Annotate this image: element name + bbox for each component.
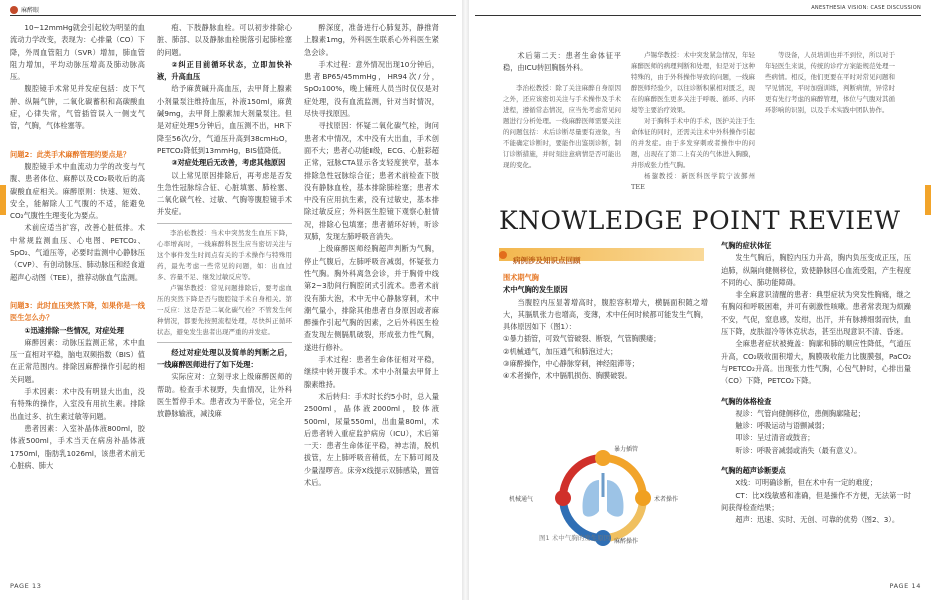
page-number: PAGE 13: [10, 582, 42, 590]
figure-caption: 图1 术中气胸的发生原因: [539, 534, 611, 542]
right-page: [469, 0, 931, 600]
paragraph: 10~12mmHg就会引起较为明显的血流动力学改变，表现为：心排量（CO）下降，外周血管阻力（SVR）增加，肺血管阻力增加，平均动脉压增高及肺动脉高压。: [10, 23, 145, 82]
question-heading: 问题2：此类手术麻醉管理的要点是？: [10, 149, 131, 159]
page-number: PAGE 14: [889, 582, 921, 590]
paragraph: 全麻患者症状被掩盖：胸廓和肺的顺应性降低，气道压升高，CO₂吸收面积增大，胸膜吸收能力比腹膜强，PaCO₂与PETCO₂升高。出现张力性气胸，心包气肿时，心排出量（CO）下降，PETCO₂下降。: [721, 339, 911, 386]
label-right: 术者操作: [654, 496, 679, 503]
expert-comment-box: [157, 223, 292, 343]
paragraph: 术前应适当扩容，改善心脏低排。术中常规监测血压、心电图、PETCO₂、SpO₂、气道压等，必要时监测中心静脉压（CVP）、有创动脉压、肺动脉压和经食道超声心动图（TEE），推荐动脉血气监测。: [10, 223, 145, 282]
lungs-icon: [583, 473, 624, 517]
subheading: ③对症处理后无改善，考虑其他原因: [171, 158, 286, 168]
brand-header: [10, 5, 39, 14]
right-column-2: [631, 50, 755, 200]
expert-comment: 李治松教授：当术中突然发生血压下降，心率增高时，一线麻醉科医生应当密切关注与这个事件发生时间点有关的手术操作与特殊用药，最先考虑一些常见的问题，如：出血过多、容量不足、继发过敏反应等。: [157, 228, 292, 281]
section-header: ANESTHESIA VISION: CASE DISCUSSION: [811, 5, 921, 11]
subheading: ②纠正目前循环状态，立即加快补液，升高血压: [157, 59, 292, 82]
left-page: [0, 0, 462, 600]
paragraph: 术后第二天：患者生命体征平稳，由ICU转回胸肠外科。: [503, 51, 621, 73]
paragraph: 手术过程：意外情况出现10分钟后，患者BP65/45mmHg，HR94次/分，SpO₂100%，晚上辅班人员当时仅仅是对症处理，没有血流监测，针对当时情况，尽快寻找原因。: [304, 59, 439, 119]
list-item: 叩诊：呈过清音或鼓音；: [735, 433, 815, 443]
paragraph: 手术过程：患者生命体征相对平稳，继续中转开腹手术。术中小剂量去甲肾上腺素维持。: [304, 355, 439, 389]
list-item: ④术者操作，术中膈肌损伤、胸膜破裂。: [503, 371, 632, 381]
right-column-3: [765, 50, 895, 200]
expert-comment: 卢锡华教授：术中突发紧急情况，年轻麻醉医师的病理判断和处理，但是对于这种特殊的，由于外科操作导致的问题，一线麻醉医师经验少，以往诊断积累相对匮乏，现在的麻醉医生更多关注于呼吸、循环、内环境等主要治疗效果。: [631, 51, 755, 114]
list-item: X线：可明确诊断，但在术中有一定的难度；: [735, 478, 877, 488]
paragraph: 以上常见原因排除后，再考虑是否发生急性冠脉综合征、心脏填塞、肺栓塞、二氧化碳气栓、过敏、气胸等腹腔镜手术并发症。: [157, 170, 292, 217]
list-item: 超声：迅速、实时、无创、可靠的优势（图2、3）。: [735, 515, 900, 525]
paragraph: 上级麻醉医师经胸超声判断为气胸，停止气腹后，左肺呼吸音减弱，怀疑张力性气胸。胸外科离急会诊，并于胸骨中线第2~3肋间行胸腔闭式引流术。患者术前没有肺大泡，术中无中心静脉穿刺，术中潮气量小，排除其他患者自身原因或者麻醉操作引起气胸的因素，之后外科医生检查发现左侧膈肌破裂，形成张力性气胸，遂进行修补。: [304, 244, 439, 352]
list-item: 触诊：呼吸运动与语颤减弱；: [735, 421, 829, 431]
paragraph: 腹腔镜手术常见并发症包括：皮下气肿、纵隔气肿，二氧化碳蓄积和高碳酸血症，心律失常，气管插管误入一侧支气管，气胸，气体栓塞等。: [10, 84, 145, 131]
expert-comment: 杨鋆教授：新医科医学院宁波鄞州TEE: [631, 172, 755, 191]
expert-comment: 李治松教授：除了关注麻醉自身原因之外，还应该密切关注与手术操作及手术进程，遵循常态情况，应当先考虑常见问题进行分析处理。一线麻醉医师需要关注的问题包括：术后诊断尽量要有迹象，当不能确定诊断时，要能作出鉴别诊断，制订诊断措施，并时刻注意病情是否可能出现的变化。: [503, 83, 621, 169]
subheading: 气胸的症状体征: [721, 241, 772, 250]
label-left: 机械通气: [509, 496, 534, 503]
label-top: 暴力插管: [614, 446, 639, 453]
expert-comment: 对于胸科手术中的手术，医护关注于生命体征的同时，还需关注术中外科操作引起的并发症。由于多发穿刺或者操作中的问题，出现在了第二上有关的气体进入胸膜，并形成张力性气胸。: [631, 117, 755, 169]
paragraph: 患者因素：入室补晶体液800ml，胶体液500ml，手术当天在病房补晶体液1750ml，脂肪乳1026ml，该患者术前无心脏病、肺大: [10, 423, 145, 470]
paragraph: 术后转归：手术时长约5小时，总入量2500ml，晶体液2000ml，胶体液500ml，尿量550ml，出血量80ml，术后患者转入重症监护病房（ICU），术后第一天：患者生命体征平稳，神志清，脱机拔管，左上肺呼吸音稍低，左下肺可闻及少量湿啰音。床旁X线提示双肺感染，置管术后。: [304, 391, 439, 487]
subheading: ①迅速排除一些情况，对症处理: [24, 325, 124, 335]
subheading: 气胸的超声诊断要点: [721, 466, 786, 476]
brand-logo-icon: [10, 6, 18, 14]
paragraph: 醉深度，准备进行心肺复苏，静推肾上腺素1mg，外科医生联系心外科医生紧急会诊。: [304, 23, 439, 57]
node-ventilation-icon: [555, 490, 571, 506]
header-rule: [10, 15, 456, 16]
left-column-3: [304, 22, 439, 567]
label-bottom: 麻醉操作: [614, 538, 639, 545]
expert-comment: 卢锡华教授：常见问题排除后，要考虑血压的突然下降是否与腹腔镜手术自身相关。第一反应：这是否是二氧化碳气栓？不管发生何种情况，都要先按照流程处理，尽快纠正循环状态，避免发生患者出现严重的并发症。: [157, 283, 292, 336]
paragraph: 疱、下肢静脉血栓。可以初步排除心脏、肺部、以及静脉血栓脱落引起肺栓塞的问题。: [157, 23, 292, 57]
edge-tab: [0, 185, 6, 215]
header-rule: [475, 15, 921, 16]
paragraph: 非全麻意识清醒的患者：典型症状为突发性胸痛，继之有胸闷和呼吸困难，并可有刺激性咳嗽。患者常表现为烦躁不安，气促，窒息感，发绀，出汗，并有脉搏细弱而快，血压下降，皮肤湿冷等休克状态，甚至出现意识不清、昏迷。: [721, 290, 911, 337]
knowledge-review-title: KNOWLEDGE POINT REVIEW: [499, 206, 901, 235]
expert-comment: 等设备，人员培训也并不到位，所以对于年轻医生来说，传统的诊疗方案能规范处理一些病情。相反，他们更要在平时对常见问题和罕见情况，平时加强训练，判断病情，异常时更有先行考虑的麻醉管理，体位与气腹对其循环影响的识别，以及手术实践中团队协作。: [765, 51, 895, 114]
list-item: 视诊：气管向健侧移位，患侧胸廓隆起；: [735, 408, 865, 418]
bullet-dot-icon: [499, 251, 507, 259]
pneumothorax-causes-section: [503, 272, 708, 432]
list-item: ②机械通气，加压通气和肺泡过大；: [503, 346, 618, 356]
edge-tab: [925, 185, 931, 215]
subheading: 经过对症处理以及简单的判断之后，一线麻醉医师进行了如下处理：: [157, 347, 292, 370]
question-heading: 问题3：此时血压突然下降，如果你是一线医生怎么办？: [10, 300, 145, 323]
right-column-1: [503, 50, 621, 200]
section-heading: 围术期气胸: [503, 273, 539, 282]
subheading: 术中气胸的发生原因: [503, 285, 568, 295]
node-surgery-icon: [635, 490, 651, 506]
list-item: ③麻醉操作，中心静脉穿刺，神经阻滞等；: [503, 359, 639, 369]
knowledge-review-subtitle: 病例涉及知识点回顾: [513, 256, 581, 265]
spine-gutter: [462, 0, 469, 600]
brand-name: 麻醉眼: [21, 7, 40, 14]
paragraph: 麻醉因素：动脉压监测正常，术中血压一直相对平稳，脑电双频指数（BIS）值在正常范围内。排除因麻醉操作引起的相关问题。: [10, 337, 145, 384]
paragraph: 实际应对：立刻寻求上级麻醉医师的帮助。检查手术视野，失血情况，让外科医生暂停手术。患者改为平卧位，完全开放静脉输液，减浅麻: [157, 372, 292, 419]
list-item: ①暴力插管，可致气管破裂、断裂，气管胸膜瘘；: [503, 334, 661, 344]
paragraph: 发生气胸后，胸腔内压力升高，胸内负压变成正压，压迫肺，纵隔向健侧移位，致使静脉回心血流受阻，产生程度不同的心、肺功能障碍。: [721, 253, 911, 287]
list-item: CT：比X线敏感和准确，但是操作不方便，无法第一时间获得检查结果；: [721, 490, 911, 512]
list-item: 听诊：呼吸音减弱或消失（最有意义）。: [735, 445, 862, 455]
paragraph: 腹腔镜手术中血流动力学的改变与气腹、患者体位、麻醉以及CO₂吸收后的高碳酸血症相关。麻醉原则：快速、短效、安全，能解除人工气腹的不适，能避免CO₂气腹性生理变化为要点。: [10, 161, 145, 221]
paragraph: 当腹腔内压显著增高时，腹腔容积增大，横膈面积随之增大，其膈肌张力也增高，变薄，术中任何时候都可能发生气胸，具体原因如下（图1）：: [503, 297, 708, 332]
knowledge-review-bar: [499, 248, 704, 265]
node-intubation-icon: [595, 450, 611, 466]
left-column-2: [157, 22, 292, 567]
subheading: 气胸的体格检查: [721, 396, 772, 406]
pneumothorax-signs-section: [721, 240, 911, 565]
paragraph: 手术因素：术中没有明显大出血，没有特殊的操作，入室没有用抗生素。排除出血过多、抗生素过敏等问题。: [10, 387, 145, 421]
paragraph: 寻找原因：怀疑二氧化碳气栓，询问患者术中情况，术中没有大出血，手术创面不大；患者心功能Ⅱ级，ECG、心脏彩超正常，冠脉CTA显示各支轻度狭窄，基本排除急性冠脉综合征；患者术前检查下肢没有静脉血栓，基本排除肺栓塞；患者术中没有应用抗生素，没有过敏史，基本排除过敏反应；外科医生腔镜下观察心脏情况，排除心包填塞；患者循环好转，听诊双肺，发现左肺呼吸音消失。: [304, 121, 439, 242]
left-column-1: [10, 22, 145, 567]
paragraph: 给予麻黄碱升高血压，去甲肾上腺素小剂量泵注维持血压，补液150ml，麻黄碱9mg，去甲肾上腺素加大剂量泵注。但是对症处理5分钟后，血压测不出，HR下降至56次/分，气道压升高到38cmH₂O，PETCO₂降低到13mmHg，BIS值降低。: [157, 84, 292, 155]
